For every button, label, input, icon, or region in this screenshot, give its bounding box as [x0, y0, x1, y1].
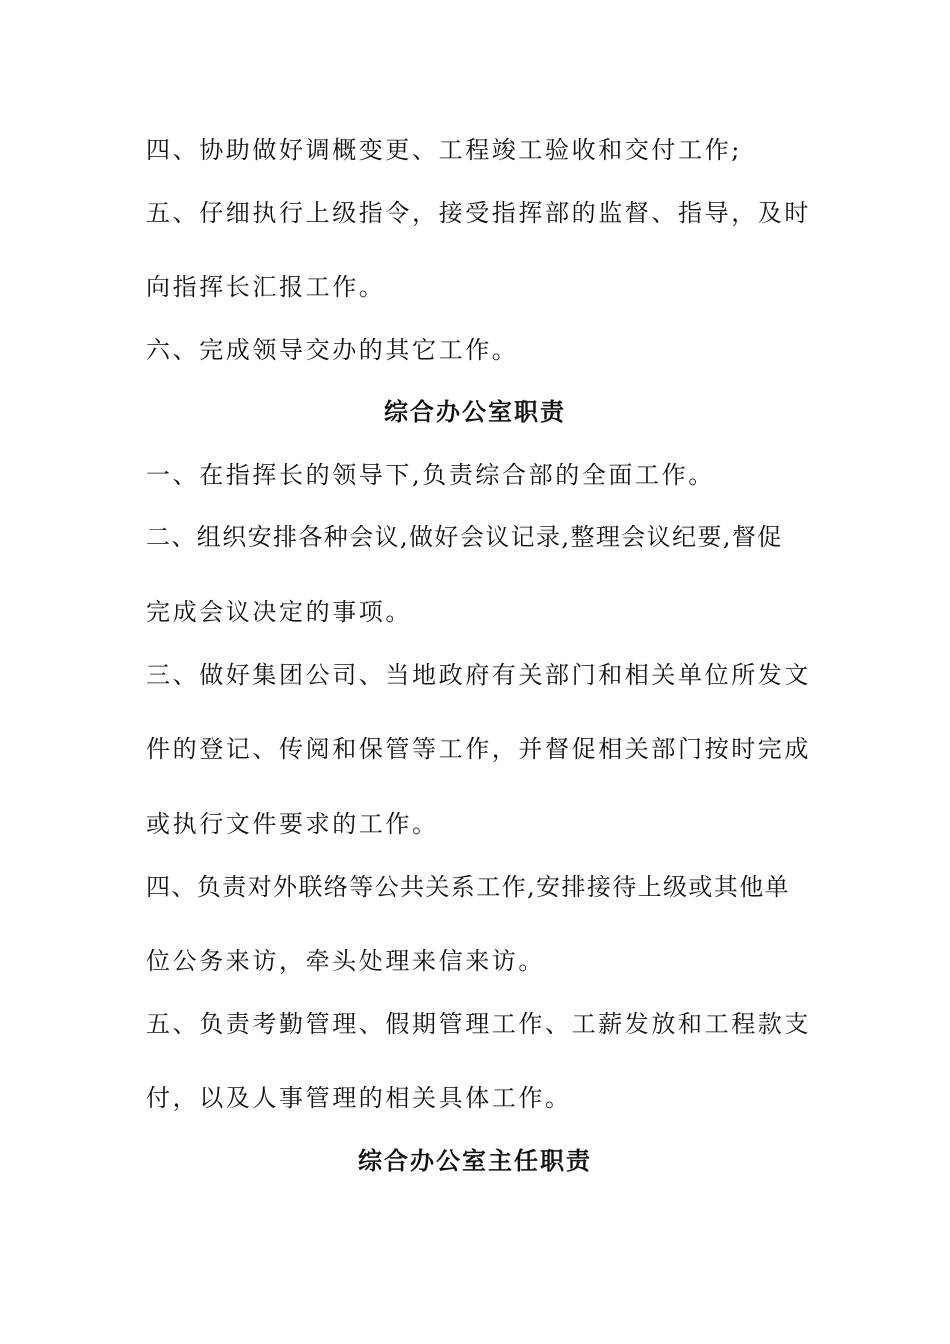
- paragraph-line: 五、负责考勤管理、假期管理工作、工薪发放和工程款支: [146, 1010, 811, 1038]
- paragraph-line: 五、仔细执行上级指令，接受指挥部的监督、指导，及时: [146, 199, 811, 227]
- paragraph-line: 二、组织安排各种会议,做好会议记录,整理会议纪要,督促: [146, 523, 783, 551]
- paragraph-line: 付，以及人事管理的相关具体工作。: [146, 1084, 572, 1112]
- section-heading: 综合办公室职责: [384, 397, 566, 426]
- paragraph-line: 或执行文件要求的工作。: [146, 810, 439, 838]
- paragraph-line: 位公务来访，牵头处理来信来访。: [146, 947, 545, 975]
- paragraph-line: 四、负责对外联络等公共关系工作,安排接待上级或其他单: [146, 873, 791, 901]
- paragraph-line: 完成会议决定的事项。: [146, 598, 412, 626]
- paragraph-line: 向指挥长汇报工作。: [146, 273, 386, 301]
- paragraph-line: 六、完成领导交办的其它工作。: [146, 336, 519, 364]
- section-heading: 综合办公室主任职责: [358, 1146, 592, 1175]
- paragraph-line: 四、协助做好调概变更、工程竣工验收和交付工作;: [146, 136, 742, 164]
- paragraph-line: 一、在指挥长的领导下,负责综合部的全面工作。: [146, 461, 715, 489]
- paragraph-line: 件的登记、传阅和保管等工作，并督促相关部门按时完成: [146, 735, 811, 763]
- paragraph-line: 三、做好集团公司、当地政府有关部门和相关单位所发文: [146, 661, 811, 689]
